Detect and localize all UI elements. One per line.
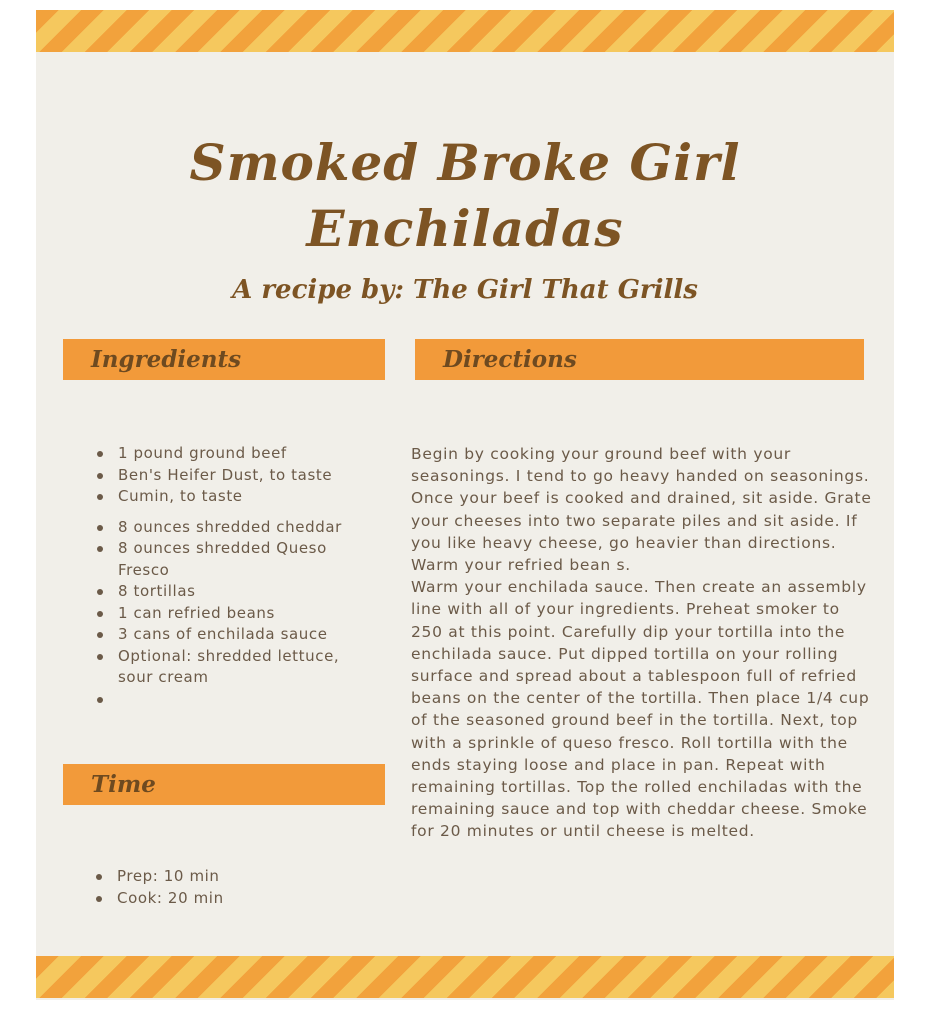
directions-paragraph: Warm your enchilada sauce. Then create an assembly line with all of your ingredients. Preheat smoker to 250 at this point. Carefully dip your tortilla into the enchilada sauce. Put dipped tortilla on your rolling surface and spread about a tablespoon full of refried beans on the center of the tortilla. Then place 1/4 cup of the seasoned ground beef in the tortilla. Next, top with a sprinkle of queso fresco. Roll tortilla with the ends staying loose and place in pan. Repeat with remaining tortillas. Top the rolled enchiladas with the remaining sauce and top with cheddar cheese. Smoke for 20 minutes or until cheese is melted. bbox=[411, 578, 870, 841]
ingredients-list bbox=[94, 443, 364, 689]
ingredient-item: Cumin, to taste bbox=[94, 486, 364, 508]
ingredient-item: 3 cans of enchilada sauce bbox=[94, 624, 364, 646]
directions-text bbox=[411, 443, 877, 843]
time-item-cook: Cook: 20 min bbox=[93, 888, 363, 910]
ingredient-item: 8 tortillas bbox=[94, 581, 364, 603]
ingredient-item: Optional: shredded lettuce, sour cream bbox=[94, 646, 364, 689]
recipe-card bbox=[36, 10, 894, 1000]
bottom-stripe-border bbox=[36, 956, 894, 998]
directions-paragraph: Begin by cooking your ground beef with your seasonings. I tend to go heavy handed on seasonings. Once your beef is cooked and drained, sit aside. Grate your cheeses into two separate piles and sit aside. If you like heavy cheese, go heavier than directions. Warm your refried bean s. bbox=[411, 445, 872, 575]
ingredient-item: 8 ounces shredded cheddar bbox=[94, 517, 364, 539]
top-stripe-border bbox=[36, 10, 894, 52]
ingredients-header: Ingredients bbox=[63, 339, 385, 380]
directions-header: Directions bbox=[415, 339, 864, 380]
time-list bbox=[93, 866, 363, 909]
recipe-subtitle: A recipe by: The Girl That Grills bbox=[232, 275, 698, 305]
ingredient-item: 8 ounces shredded Queso Fresco bbox=[94, 538, 364, 581]
time-header: Time bbox=[63, 764, 385, 805]
ingredient-item: Ben's Heifer Dust, to taste bbox=[94, 465, 364, 487]
time-item-prep: Prep: 10 min bbox=[93, 866, 363, 888]
ingredient-item: 1 can refried beans bbox=[94, 603, 364, 625]
ingredient-item: 1 pound ground beef bbox=[94, 443, 364, 465]
recipe-title: Smoked Broke Girl Enchiladas bbox=[189, 133, 741, 258]
